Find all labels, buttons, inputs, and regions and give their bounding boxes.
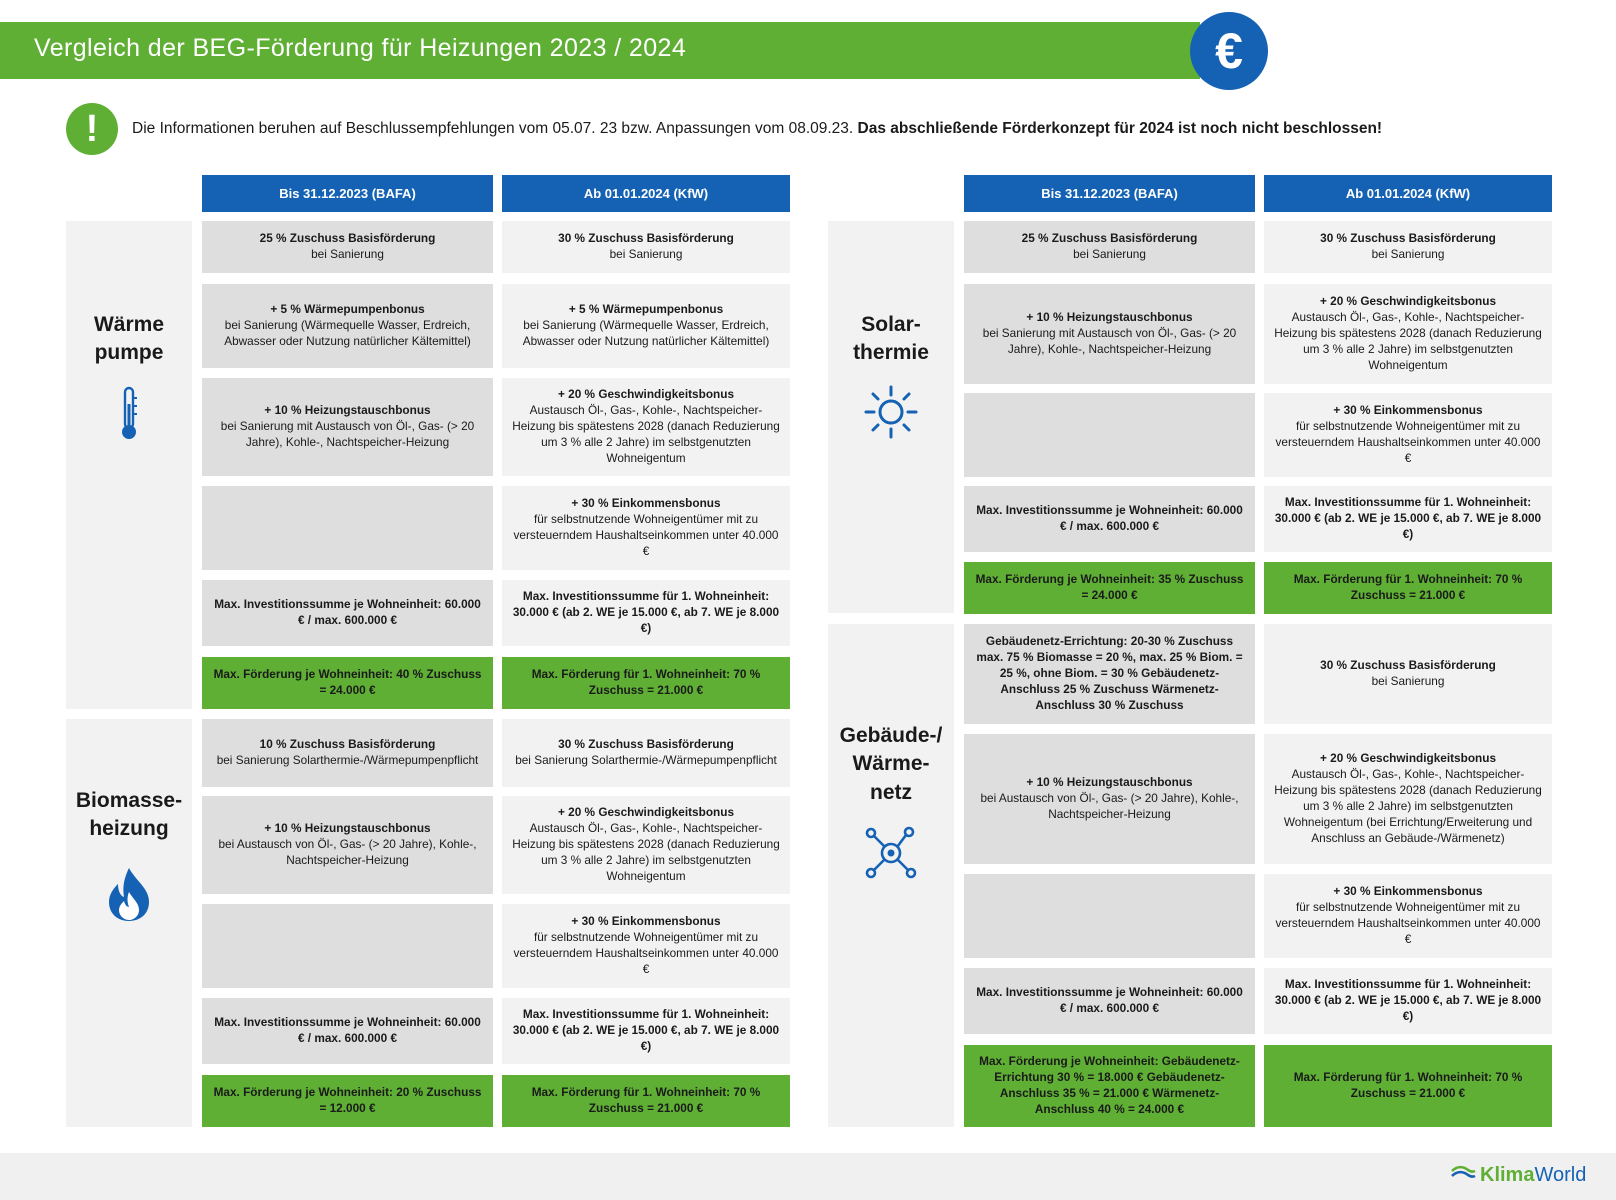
cell-heading: Max. Investitionssumme für 1. Wohneinheit: 30.000 € (ab 2. WE je 15.000 €, ab 7. WE je 8.000 €)	[512, 589, 780, 635]
cell-text: Austausch Öl-, Gas-, Kohle-, Nachtspeicher-Heizung bis spätestens 2028 (danach Reduzierung um 3 % alle 2 Jahre) im selbstgenutzten Wohneigentum	[512, 821, 780, 883]
category-label-waermepumpe: Wärme pumpe	[93, 313, 165, 365]
bm-2023-row2	[202, 796, 493, 894]
cell-heading: + 5 % Wärmepumpenbonus	[270, 302, 425, 317]
bm-2024-max-foerderung	[502, 1075, 790, 1127]
klimaworld-logo[interactable]	[1450, 1164, 1586, 1187]
wn-2023-row2	[964, 734, 1255, 864]
st-2024-max-foerderung	[1264, 562, 1552, 614]
logo-text-klima: Klima	[1480, 1164, 1535, 1186]
cell-heading: Max. Investitionssumme je Wohneinheit: 60.000 € / max. 600.000 €	[214, 1015, 481, 1045]
wn-2023-max-foerderung	[964, 1045, 1255, 1127]
st-2024-row2	[1264, 284, 1552, 384]
cell-text: bei Sanierung	[1371, 247, 1445, 261]
cell-text: bei Sanierung mit Austausch von Öl-, Gas- (> 20 Jahre), Kohle-, Nachtspeicher-Heizung	[220, 419, 475, 449]
column-header-left-2024: Ab 01.01.2024 (KfW)	[502, 175, 790, 212]
cell-text: bei Sanierung	[1371, 674, 1445, 688]
cell-heading: Max. Investitionssumme je Wohneinheit: 60.000 € / max. 600.000 €	[214, 597, 481, 627]
footer-bar	[0, 1153, 1616, 1200]
notice-regular: Die Informationen beruhen auf Beschlussempfehlungen vom 05.07. 23 bzw. Anpassungen vom 08.09.23.	[132, 120, 858, 137]
alert-icon: !	[66, 103, 118, 155]
cell-heading: + 10 % Heizungstauschbonus	[1026, 775, 1193, 790]
wp-2024-max-foerderung	[502, 657, 790, 709]
cell-text: bei Sanierung	[311, 247, 384, 261]
st-2023-row2	[964, 284, 1255, 384]
cell-heading: Max. Investitionssumme je Wohneinheit: 60.000 € / max. 600.000 €	[976, 985, 1243, 1015]
st-2024-row4	[1264, 486, 1552, 552]
cell-text: bei Sanierung Solarthermie-/Wärmepumpenpflicht	[216, 753, 479, 767]
wn-2024-max-foerderung	[1264, 1045, 1552, 1127]
wp-2023-row3	[202, 378, 493, 476]
category-label-biomasse: Biomasse-heizung	[75, 789, 183, 841]
bm-2024-row4	[502, 998, 790, 1064]
network-icon	[861, 823, 921, 888]
cell-heading: 10 % Zuschuss Basisförderung	[259, 737, 436, 752]
cell-text: für selbstnutzende Wohneigentümer mit zu versteuerndem Haushaltseinkommen unter 40.000 €	[1275, 900, 1541, 946]
cell-text: bei Sanierung Solarthermie-/Wärmepumpenpflicht	[515, 753, 777, 767]
thermometer-icon	[114, 384, 144, 449]
cell-heading: 30 % Zuschuss Basisförderung	[1320, 658, 1496, 673]
cell-heading: + 20 % Geschwindigkeitsbonus	[1319, 294, 1497, 309]
wp-2024-row4	[502, 486, 790, 570]
bm-2023-row4	[202, 998, 493, 1064]
bm-2024-row1	[502, 719, 790, 787]
cell-heading: + 30 % Einkommensbonus	[1333, 884, 1483, 899]
cell-heading: Max. Investitionssumme für 1. Wohneinheit: 30.000 € (ab 2. WE je 15.000 €, ab 7. WE je 8.000 €)	[512, 1007, 780, 1053]
cell-text: bei Sanierung	[609, 247, 683, 261]
cell-heading: 25 % Zuschuss Basisförderung	[259, 231, 436, 246]
category-label-waermenetz: Gebäude-/ Wärme-netz	[839, 724, 943, 804]
category-label-solarthermie: Solar-thermie	[853, 313, 929, 365]
wp-2023-row2	[202, 284, 493, 368]
category-waermepumpe	[66, 221, 192, 709]
cell-text: für selbstnutzende Wohneigentümer mit zu versteuerndem Haushaltseinkommen unter 40.000 €	[513, 930, 779, 976]
wp-2024-row5	[502, 580, 790, 646]
wn-2024-row4	[1264, 968, 1552, 1034]
cell-heading: Max. Investitionssumme je Wohneinheit: 60.000 € / max. 600.000 €	[976, 503, 1243, 533]
wp-2023-row4	[202, 486, 493, 570]
bm-2023-row3	[202, 904, 493, 988]
st-2024-row3	[1264, 393, 1552, 477]
cell-heading: 30 % Zuschuss Basisförderung	[558, 737, 734, 752]
wp-2024-row2	[502, 284, 790, 368]
wp-2024-row1	[502, 221, 790, 273]
wn-2024-row3	[1264, 874, 1552, 958]
cell-text: bei Sanierung (Wärmequelle Wasser, Erdreich, Abwasser oder Nutzung natürlicher Kältemittel)	[224, 318, 471, 348]
cell-text: bei Austausch von Öl-, Gas- (> 20 Jahre), Kohle-, Nachtspeicher-Heizung	[980, 791, 1239, 821]
column-header-right-2024: Ab 01.01.2024 (KfW)	[1264, 175, 1552, 212]
st-2023-row1	[964, 221, 1255, 273]
cell-text: Austausch Öl-, Gas-, Kohle-, Nachtspeicher-Heizung bis spätestens 2028 (danach Reduzierung um 3 % alle 2 Jahre) im selbstgenutzten Wohneigentum (bei Errichtung/Erweiterung und Anschluss an Gebäude-/Wärmenetz)	[1274, 767, 1542, 845]
cell-heading: Gebäudenetz-Errichtung: 20-30 % Zuschuss max. 75 % Biomasse = 20 %, max. 25 % Biom. = 25 %, ohne Biom. = 30 % Gebäudenetz-Anschluss 25 % Zuschuss Wärmenetz-Anschluss 30 % Zuschuss	[976, 634, 1243, 712]
cell-heading: 25 % Zuschuss Basisförderung	[1021, 231, 1198, 246]
cell-heading: + 20 % Geschwindigkeitsbonus	[557, 805, 735, 820]
column-header-right-2023: Bis 31.12.2023 (BAFA)	[964, 175, 1255, 212]
cell-text: für selbstnutzende Wohneigentümer mit zu versteuerndem Haushaltseinkommen unter 40.000 €	[1275, 419, 1541, 465]
cell-heading: + 30 % Einkommensbonus	[571, 496, 721, 511]
sun-icon	[863, 384, 919, 445]
wn-2023-row3	[964, 874, 1255, 958]
cell-heading: Max. Förderung je Wohneinheit: 40 % Zuschuss = 24.000 €	[213, 667, 482, 697]
category-solarthermie	[828, 221, 954, 613]
cell-text: bei Sanierung mit Austausch von Öl-, Gas- (> 20 Jahre), Kohle-, Nachtspeicher-Heizung	[982, 326, 1237, 356]
st-2023-row3	[964, 393, 1255, 477]
cell-text: Austausch Öl-, Gas-, Kohle-, Nachtspeicher-Heizung bis spätestens 2028 (danach Reduzierung um 3 % alle 2 Jahre) im selbstgenutzten Wohneigentum	[512, 403, 780, 465]
wn-2023-row4	[964, 968, 1255, 1034]
cell-text: bei Austausch von Öl-, Gas- (> 20 Jahre), Kohle-, Nachtspeicher-Heizung	[218, 837, 477, 867]
wp-2024-row3	[502, 378, 790, 476]
notice-text	[132, 120, 1382, 138]
category-biomasse	[66, 719, 192, 1127]
wp-2023-row1	[202, 221, 493, 273]
bm-2024-row3	[502, 904, 790, 988]
wp-2023-max-foerderung	[202, 657, 493, 709]
cell-heading: + 30 % Einkommensbonus	[571, 914, 721, 929]
logo-wave-icon	[1450, 1164, 1476, 1187]
cell-heading: Max. Förderung je Wohneinheit: 35 % Zuschuss = 24.000 €	[975, 572, 1244, 602]
page-title: Vergleich der BEG-Förderung für Heizungen 2023 / 2024	[34, 34, 687, 62]
cell-heading: 30 % Zuschuss Basisförderung	[1320, 231, 1496, 246]
cell-heading: Max. Förderung je Wohneinheit: 20 % Zuschuss = 12.000 €	[213, 1085, 482, 1115]
cell-heading: + 20 % Geschwindigkeitsbonus	[557, 387, 735, 402]
cell-heading: + 10 % Heizungstauschbonus	[264, 403, 431, 418]
cell-heading: Max. Förderung für 1. Wohneinheit: 70 % Zuschuss = 21.000 €	[1293, 572, 1523, 602]
euro-icon: €	[1190, 12, 1268, 90]
cell-heading: Max. Investitionssumme für 1. Wohneinheit: 30.000 € (ab 2. WE je 15.000 €, ab 7. WE je 8.000 €)	[1274, 977, 1542, 1023]
notice-bold: Das abschließende Förderkonzept für 2024 ist noch nicht beschlossen!	[857, 120, 1383, 137]
cell-heading: 30 % Zuschuss Basisförderung	[558, 231, 734, 246]
cell-text: Austausch Öl-, Gas-, Kohle-, Nachtspeicher-Heizung bis spätestens 2028 (danach Reduzierung um 3 % alle 2 Jahre) im selbstgenutzten Wohneigentum	[1274, 310, 1542, 372]
bm-2024-row2	[502, 796, 790, 894]
category-waermenetz	[828, 624, 954, 1127]
cell-heading: + 5 % Wärmepumpenbonus	[568, 302, 724, 317]
cell-text: bei Sanierung	[1073, 247, 1146, 261]
flame-icon	[105, 866, 153, 927]
cell-text: bei Sanierung (Wärmequelle Wasser, Erdreich, Abwasser oder Nutzung natürlicher Kältemittel)	[522, 318, 770, 348]
wn-2023-row1	[964, 624, 1255, 724]
bm-2023-row1	[202, 719, 493, 787]
cell-heading: Max. Förderung je Wohneinheit: Gebäudenetz-Errichtung 30 % = 18.000 € Gebäudenetz-Anschluss 35 % = 21.000 € Wärmenetz-Anschluss 40 % = 24.000 €	[979, 1054, 1240, 1116]
cell-heading: + 20 % Geschwindigkeitsbonus	[1319, 751, 1497, 766]
wp-2023-row5	[202, 580, 493, 646]
cell-heading: + 10 % Heizungstauschbonus	[264, 821, 431, 836]
cell-heading: Max. Förderung für 1. Wohneinheit: 70 % Zuschuss = 21.000 €	[1293, 1070, 1523, 1100]
column-header-left-2023: Bis 31.12.2023 (BAFA)	[202, 175, 493, 212]
cell-heading: Max. Förderung für 1. Wohneinheit: 70 % Zuschuss = 21.000 €	[531, 1085, 761, 1115]
wn-2024-row2	[1264, 734, 1552, 864]
cell-heading: Max. Investitionssumme für 1. Wohneinheit: 30.000 € (ab 2. WE je 15.000 €, ab 7. WE je 8.000 €)	[1274, 495, 1542, 541]
logo-text-world: World	[1534, 1164, 1587, 1186]
wn-2024-row1	[1264, 624, 1552, 724]
bm-2023-max-foerderung	[202, 1075, 493, 1127]
cell-heading: + 10 % Heizungstauschbonus	[1026, 310, 1193, 325]
st-2024-row1	[1264, 221, 1552, 273]
cell-heading: Max. Förderung für 1. Wohneinheit: 70 % Zuschuss = 21.000 €	[531, 667, 761, 697]
st-2023-max-foerderung	[964, 562, 1255, 614]
cell-text: für selbstnutzende Wohneigentümer mit zu versteuerndem Haushaltseinkommen unter 40.000 €	[513, 512, 779, 558]
st-2023-row4	[964, 486, 1255, 552]
cell-heading: + 30 % Einkommensbonus	[1333, 403, 1483, 418]
